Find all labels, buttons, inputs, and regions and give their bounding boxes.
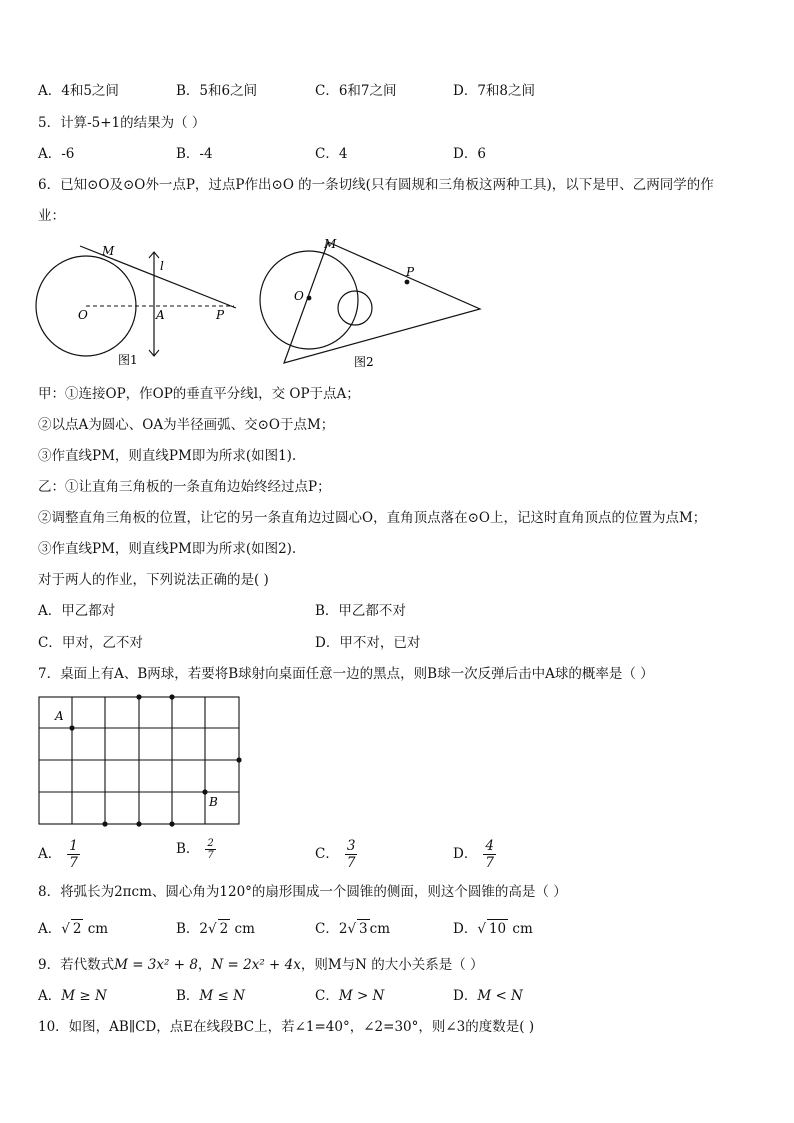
q8-option-c-prefix: C．: [315, 921, 339, 937]
fig1-label-p: P: [216, 308, 225, 322]
q9-option-d: [453, 987, 523, 1005]
q9-option-a-prefix: A．: [38, 988, 62, 1004]
grid-dot-bottom-3: [169, 821, 174, 826]
q7-option-c-numerator: 3: [346, 838, 356, 854]
q6-stem-line2: 业：: [38, 208, 65, 224]
q7-option-d-numerator: 4: [485, 838, 494, 854]
fig2-label-o: O: [294, 289, 304, 303]
q7-option-a-fraction: [67, 838, 80, 871]
q7-option-a-numerator: 1: [69, 838, 78, 854]
q8-option-b-radicand: 2: [219, 921, 229, 937]
fig2-label-p: P: [406, 265, 415, 279]
q9-stem: [38, 956, 484, 974]
q8-option-a-radicand: 2: [72, 921, 82, 937]
q9-option-d-expr: M < N: [477, 988, 523, 1004]
q8-option-a-prefix: A．: [38, 921, 62, 937]
q6-yi-step1: 乙：①让直角三角板的一条直角边始终经过点P；: [38, 479, 331, 495]
q7-option-c-denominator: 7: [346, 855, 356, 871]
q9-option-c: [315, 987, 384, 1005]
q9-n-expression: N = 2x² + 4x: [211, 957, 301, 973]
q7-option-c-prefix: C．: [315, 846, 339, 862]
q8-option-b: [176, 919, 255, 938]
q8-option-b-coef: 2: [199, 921, 209, 937]
fig2-small-circle: [338, 291, 372, 325]
fig1-label-o: O: [78, 308, 88, 322]
q7-option-b-prefix: B．: [176, 841, 200, 857]
fig1-caption: 图1: [118, 353, 138, 367]
q6-yi-step2: ②调整直角三角板的位置，让它的另一条直角边过圆心O，直角顶点落在⊙O上，记这时直角顶点的位置为点M；: [38, 510, 707, 526]
q10-stem: 10．如图，AB∥CD，点E在线段BC上，若∠1=40°，∠2=30°，则∠3的度数是( ): [38, 1019, 535, 1035]
q9-option-b-prefix: B．: [176, 988, 200, 1004]
q9-stem-sep: ，: [197, 957, 212, 973]
grid-dot-top-1: [136, 694, 141, 699]
q9-option-a-expr: M ≥ N: [61, 988, 107, 1004]
q6-figure-2: [256, 236, 488, 372]
q9-option-c-expr: M > N: [338, 988, 385, 1004]
q6-option-b: B．甲乙都不对: [315, 603, 406, 619]
grid-dot-bottom-2: [136, 821, 141, 826]
q8-option-a-sqrt-sign: √: [61, 921, 70, 937]
q7-option-d-prefix: D．: [453, 846, 478, 862]
q5-stem: 5．计算-5+1的结果为（ ）: [38, 115, 206, 131]
grid-label-a: A: [55, 709, 64, 723]
q6-option-c: C．甲对，乙不对: [38, 635, 143, 651]
q7-option-d: [453, 838, 496, 871]
q6-jia-step3: ③作直线PM，则直线PM即为所求(如图1).: [38, 448, 297, 464]
q8-option-c-coef: 2: [338, 921, 348, 937]
q6-yi-step3: ③作直线PM，则直线PM即为所求(如图2).: [38, 541, 297, 557]
fig1-label-m: M: [102, 244, 115, 258]
q6-option-a: A．甲乙都对: [38, 603, 116, 619]
q6-question: 对于两人的作业，下列说法正确的是( ): [38, 572, 269, 588]
q6-option-d: D．甲不对，已对: [315, 635, 421, 651]
q8-option-b-sqrt-sign: √: [208, 921, 217, 937]
fig1-label-a: A: [156, 308, 165, 322]
q6-jia-step2: ②以点A为圆心、OA为半径画弧、交⊙O于点M；: [38, 417, 335, 433]
q8-stem: 8．将弧长为2πcm、圆心角为120°的扇形围成一个圆锥的侧面，则这个圆锥的高是（ ）: [38, 884, 567, 900]
q7-option-b-fraction: [205, 838, 215, 861]
q7-option-d-fraction: [483, 838, 496, 871]
fig2-triangle: [284, 242, 480, 363]
q7-option-b-numerator: 2: [207, 838, 214, 849]
q8-option-d-prefix: D．: [453, 921, 478, 937]
q5-option-a: A．-6: [38, 146, 75, 162]
q7-option-b: [176, 838, 216, 861]
q9-option-b: [176, 987, 245, 1005]
q8-option-b-prefix: B．: [176, 921, 200, 937]
q8-option-d: [453, 919, 533, 938]
q8-option-c-radicand: 3: [359, 921, 368, 937]
q8-option-b-unit: cm: [230, 921, 255, 937]
q8-option-a: [38, 919, 108, 938]
grid-dot-top-2: [169, 694, 174, 699]
grid-ball-b: [202, 789, 207, 794]
q7-option-a: [38, 838, 80, 871]
q8-option-c-unit: cm: [369, 921, 391, 937]
q9-option-a: [38, 987, 107, 1005]
q4-option-d: D．7和8之间: [453, 83, 536, 99]
q7-option-d-denominator: 7: [485, 855, 494, 871]
q9-option-b-expr: M ≤ N: [199, 988, 245, 1004]
q6-stem-line1: 6．已知⊙O及⊙O外一点P，过点P作出⊙O 的一条切线(只有圆规和三角板这两种工具)，以下是甲、乙两同学的作: [38, 177, 714, 193]
q7-option-c: [315, 838, 357, 871]
q7-option-a-prefix: A．: [38, 846, 62, 862]
q4-option-a: A．4和5之间: [38, 83, 119, 99]
q7-billiard-grid: [38, 696, 244, 828]
q8-option-d-unit: cm: [508, 921, 533, 937]
fig2-point-p: [405, 280, 410, 285]
q8-option-c-sqrt-sign: √: [347, 921, 357, 937]
q5-option-b: B．-4: [176, 146, 213, 162]
q9-option-c-prefix: C．: [315, 988, 339, 1004]
fig2-label-m: M: [324, 237, 337, 251]
q8-option-a-unit: cm: [83, 921, 109, 937]
q7-option-c-fraction: [345, 838, 358, 871]
q9-m-expression: M = 3x² + 8: [114, 957, 198, 973]
q9-option-d-prefix: D．: [453, 988, 478, 1004]
q9-stem-pre: 9．若代数式: [38, 957, 115, 973]
q7-option-b-denominator: 7: [207, 850, 214, 861]
q5-option-c: C．4: [315, 146, 348, 162]
grid-dot-bottom-1: [102, 821, 107, 826]
q7-option-a-denominator: 7: [69, 855, 78, 871]
grid-dot-right: [236, 757, 241, 762]
q4-option-c: C．6和7之间: [315, 83, 397, 99]
q6-figure-1: [36, 242, 241, 370]
q8-option-c: [315, 919, 390, 938]
fig2-point-o: [307, 296, 312, 301]
fig1-label-l: l: [160, 259, 164, 273]
grid-ball-a: [69, 725, 74, 730]
q6-jia-step1: 甲：①连接OP，作OP的垂直平分线l，交 OP于点A；: [38, 386, 360, 402]
q5-option-d: D．6: [453, 146, 486, 162]
fig2-caption: 图2: [354, 355, 374, 369]
grid-label-b: B: [209, 795, 218, 809]
q4-option-b: B．5和6之间: [176, 83, 258, 99]
q7-stem: 7．桌面上有A、B两球，若要将B球射向桌面任意一边的黑点，则B球一次反弹后击中A球的概率是（ ）: [38, 666, 654, 682]
q8-option-d-radicand: 10: [488, 921, 507, 937]
q9-stem-post: ，则M与N 的大小关系是（ ）: [300, 957, 484, 973]
q8-option-d-sqrt-sign: √: [477, 921, 486, 937]
